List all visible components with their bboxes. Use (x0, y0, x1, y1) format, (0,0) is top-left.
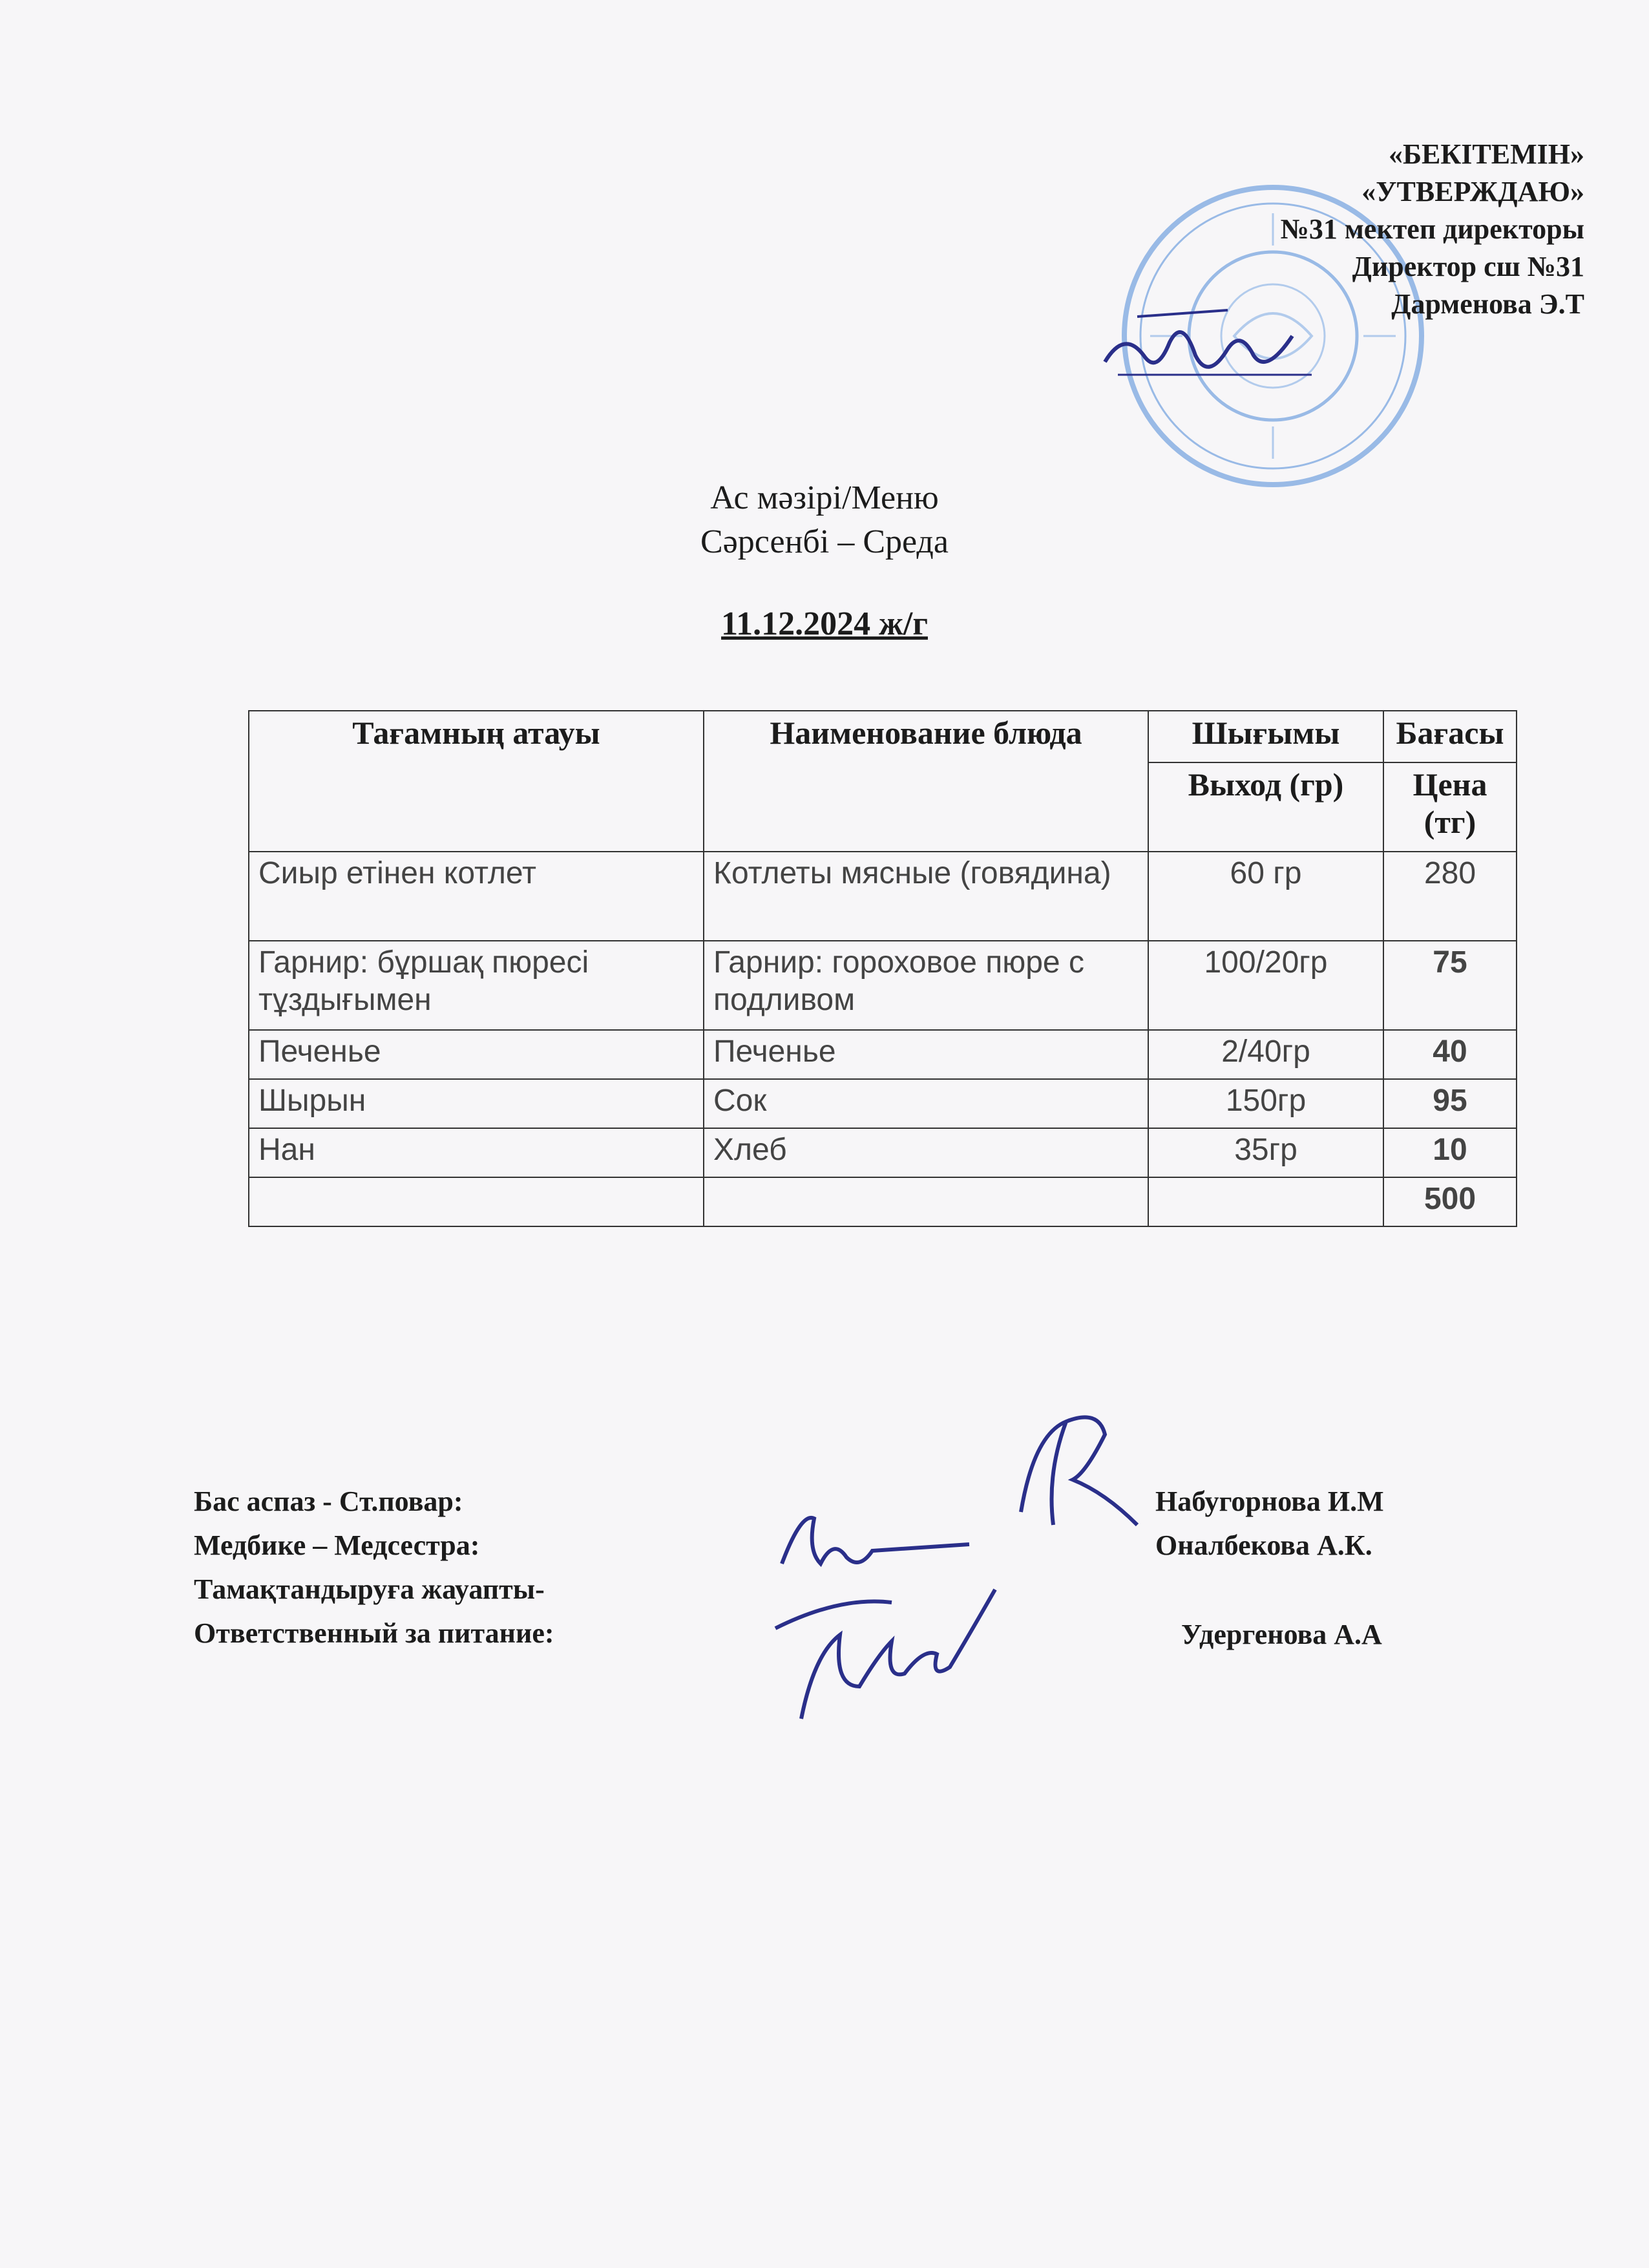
total-row (249, 1177, 1517, 1226)
header-price-ru: Цена (тг) (1383, 762, 1517, 852)
dish-kz: Сиыр етінен котлет (249, 852, 704, 941)
dish-kz: Гарнир: бұршақ пюресі тұздығымен (249, 941, 704, 1030)
menu-date: 11.12.2024 ж/г (721, 605, 928, 642)
approval-block (1281, 136, 1584, 323)
nurse-label: Медбике – Медсестра: (194, 1529, 480, 1561)
approval-line-5: Дарменова Э.Т (1391, 288, 1584, 320)
dish-ru: Котлеты мясные (говядина) (704, 852, 1148, 941)
header-yield-kz: Шығымы (1148, 711, 1383, 762)
menu-table (248, 710, 1517, 1227)
responsible-name: Удергенова А.А (1181, 1619, 1382, 1650)
table-row (249, 941, 1517, 1030)
dish-price: 40 (1383, 1030, 1517, 1079)
menu-day: Сәрсенбі – Среда (700, 523, 949, 560)
header-name-ru: Наименование блюда (704, 711, 1148, 852)
staff-labels (194, 1480, 554, 1655)
dish-price: 10 (1383, 1128, 1517, 1177)
approval-line-3: №31 мектеп директоры (1280, 213, 1584, 245)
table-row (249, 852, 1517, 941)
approval-line-4: Директор сш №31 (1352, 251, 1584, 282)
dish-kz: Шырын (249, 1079, 704, 1128)
dish-yield: 35гр (1148, 1128, 1383, 1177)
dish-ru: Сок (704, 1079, 1148, 1128)
header-price-kz: Бағасы (1383, 711, 1517, 762)
staff-names (1155, 1480, 1384, 1657)
approval-line-2: «УТВЕРЖДАЮ» (1361, 176, 1584, 207)
responsible-label-kz: Тамақтандыруға жауапты- (194, 1573, 545, 1605)
approval-line-1: «БЕКІТЕМІН» (1388, 138, 1584, 170)
dish-kz: Нан (249, 1128, 704, 1177)
chef-signature (1008, 1396, 1163, 1544)
dish-ru: Гарнир: гороховое пюре с подливом (704, 941, 1148, 1030)
table-row (249, 1128, 1517, 1177)
dish-kz: Печенье (249, 1030, 704, 1079)
total-price: 500 (1383, 1177, 1517, 1226)
table-row (249, 1030, 1517, 1079)
dish-price: 95 (1383, 1079, 1517, 1128)
dish-yield: 60 гр (1148, 852, 1383, 941)
table-row (249, 1079, 1517, 1128)
dish-ru: Печенье (704, 1030, 1148, 1079)
responsible-label-ru: Ответственный за питание: (194, 1617, 554, 1649)
header-name-kz: Тағамның атауы (249, 711, 704, 852)
dish-price: 280 (1383, 852, 1517, 941)
responsible-signature (762, 1577, 1034, 1738)
dish-yield: 100/20гр (1148, 941, 1383, 1030)
chef-label: Бас аспаз - Ст.повар: (194, 1486, 463, 1517)
menu-title: Ас мәзірі/Меню (710, 479, 939, 516)
nurse-signature (775, 1499, 982, 1577)
header-yield-ru: Выход (гр) (1148, 762, 1383, 852)
chef-name: Набугорнова И.М (1155, 1486, 1384, 1517)
dish-yield: 2/40гр (1148, 1030, 1383, 1079)
nurse-name: Оналбекова А.К. (1155, 1529, 1372, 1561)
dish-ru: Хлеб (704, 1128, 1148, 1177)
dish-yield: 150гр (1148, 1079, 1383, 1128)
dish-price: 75 (1383, 941, 1517, 1030)
